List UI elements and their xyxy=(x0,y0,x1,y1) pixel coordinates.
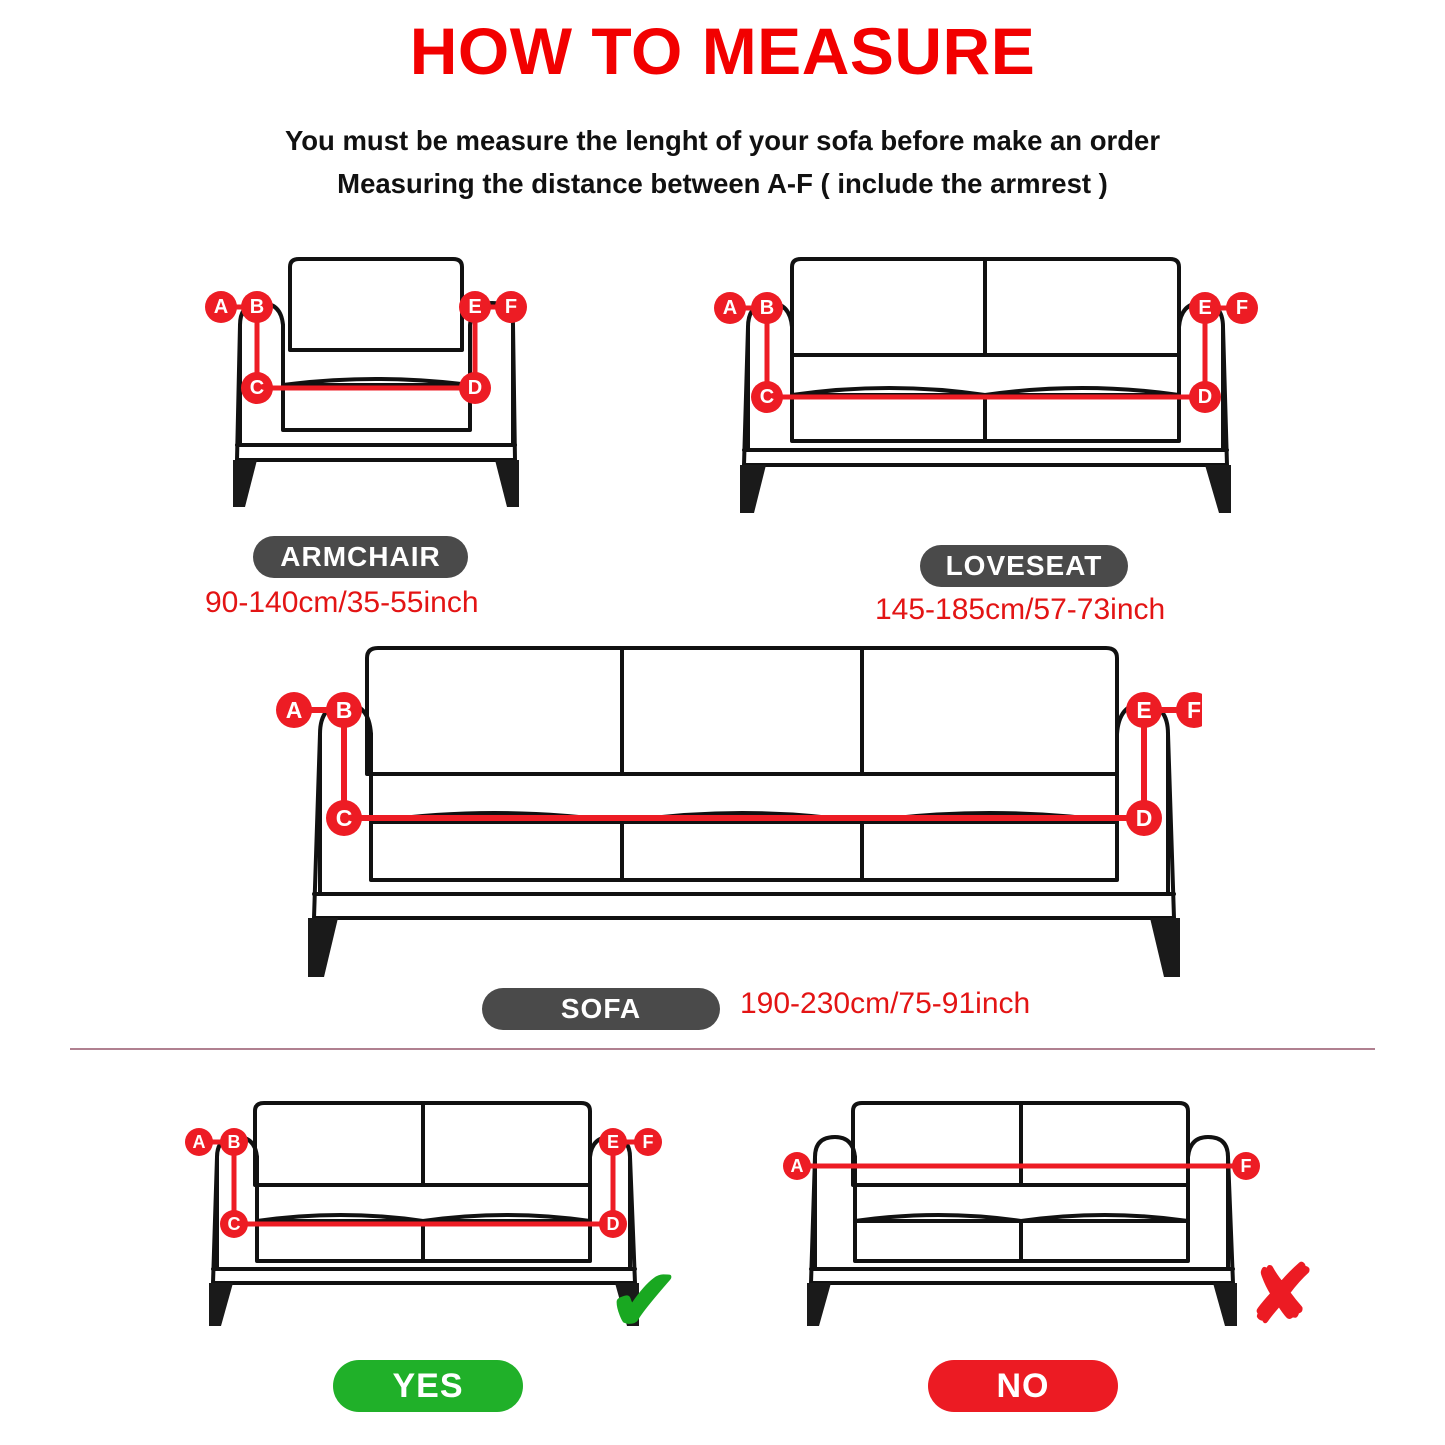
svg-text:F: F xyxy=(1235,297,1249,319)
armchair-dimension: 90-140cm/35-55inch xyxy=(205,586,479,619)
svg-text:F: F xyxy=(642,1132,654,1152)
instructions xyxy=(0,120,1445,205)
svg-text:E: E xyxy=(1136,697,1152,723)
check-icon: ✔ xyxy=(608,1253,681,1349)
svg-text:C: C xyxy=(227,1214,241,1234)
loveseat-dimension: 145-185cm/57-73inch xyxy=(875,593,1166,626)
page-title: HOW TO MEASURE xyxy=(409,14,1036,88)
svg-text:C: C xyxy=(249,377,265,399)
no-label: NO xyxy=(928,1360,1118,1412)
svg-text:D: D xyxy=(1135,805,1153,831)
cross-icon: ✘ xyxy=(1248,1250,1316,1339)
svg-text:E: E xyxy=(606,1132,620,1152)
svg-text:F: F xyxy=(1186,697,1202,723)
section-divider xyxy=(70,1048,1375,1050)
correct-example-illustration xyxy=(185,1093,670,1333)
loveseat-label: LOVESEAT xyxy=(920,545,1128,587)
svg-text:A: A xyxy=(285,697,303,723)
instruction-line-1: You must be measure the lenght of your sofa before make an order xyxy=(284,125,1161,156)
svg-text:B: B xyxy=(249,296,265,318)
sofa-dimension: 190-230cm/75-91inch xyxy=(740,987,1031,1020)
yes-label: YES xyxy=(333,1360,523,1412)
sofa-measure-overlay xyxy=(272,632,1202,984)
armchair-measure-overlay xyxy=(185,245,575,515)
svg-text:A: A xyxy=(722,297,738,319)
svg-text:D: D xyxy=(1197,386,1213,408)
svg-text:D: D xyxy=(606,1214,620,1234)
instruction-line-2: Measuring the distance between A-F ( include the armrest ) xyxy=(337,167,1108,199)
svg-text:B: B xyxy=(335,697,353,723)
svg-text:C: C xyxy=(759,386,775,408)
svg-text:B: B xyxy=(759,297,775,319)
incorrect-example-illustration xyxy=(783,1093,1268,1333)
svg-text:E: E xyxy=(1198,297,1212,319)
svg-text:A: A xyxy=(790,1156,804,1176)
svg-text:B: B xyxy=(227,1132,241,1152)
svg-text:A: A xyxy=(192,1132,206,1152)
svg-text:C: C xyxy=(335,805,353,831)
svg-text:F: F xyxy=(1240,1156,1252,1176)
loveseat-measure-overlay xyxy=(700,245,1280,520)
armchair-label: ARMCHAIR xyxy=(253,536,468,578)
svg-text:A: A xyxy=(213,296,229,318)
svg-text:D: D xyxy=(467,377,483,399)
sofa-label: SOFA xyxy=(482,988,720,1030)
svg-text:E: E xyxy=(468,296,482,318)
svg-text:F: F xyxy=(504,296,518,318)
